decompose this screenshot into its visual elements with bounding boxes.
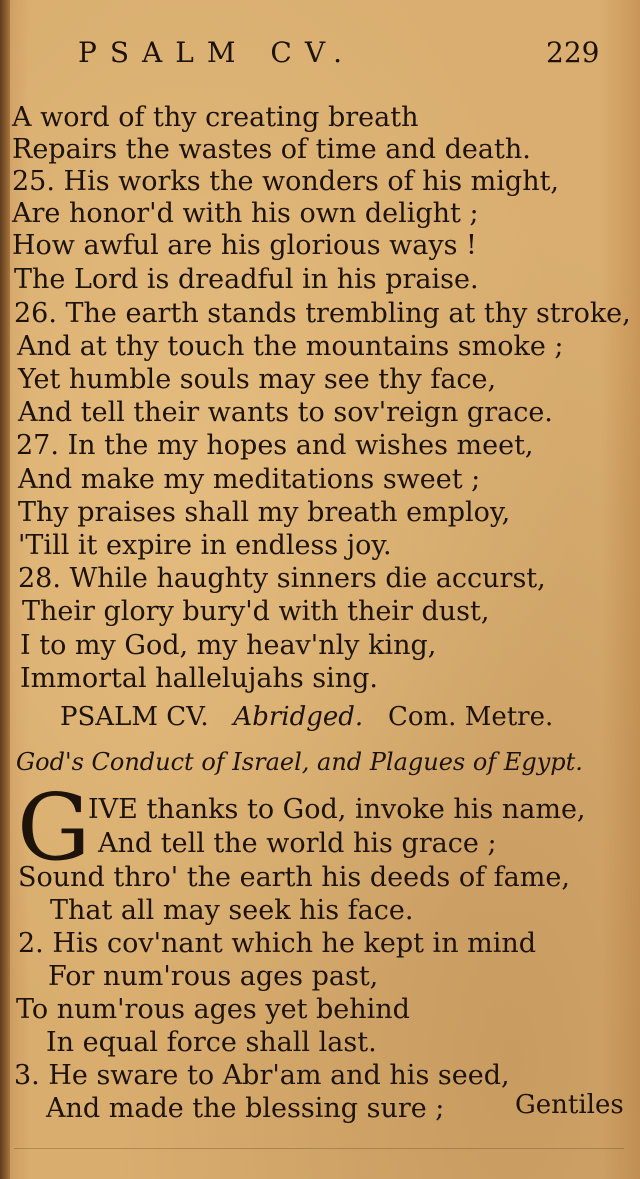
verse-line: 26. The earth stands trembling at thy stroke,	[14, 298, 631, 329]
verse-line: 27. In the my hopes and wishes meet,	[16, 430, 534, 461]
metre-label: Com. Metre.	[387, 702, 554, 732]
verse-line: That all may seek his face.	[50, 895, 414, 926]
verse-line: Their glory bury'd with their dust,	[22, 596, 490, 627]
abridged-label: Abridged.	[233, 702, 364, 732]
verse-line: Yet humble souls may see thy face,	[18, 364, 497, 395]
verse-line: A word of thy creating breath	[12, 102, 419, 133]
verse-line: And tell the world his grace ;	[98, 828, 497, 859]
verse-line: Immortal hallelujahs sing.	[20, 663, 379, 694]
verse-line: In equal force shall last.	[46, 1027, 377, 1058]
verse-line: The Lord is dreadful in his praise.	[14, 264, 479, 295]
verse-line: 28. While haughty sinners die accurst,	[18, 563, 546, 594]
psalm-heading	[60, 702, 553, 732]
verse-line: Repairs the wastes of time and death.	[12, 134, 531, 165]
verse-line: 25. His works the wonders of his might,	[12, 166, 560, 197]
page-number: 229	[546, 36, 600, 69]
verse-line: And at thy touch the mountains smoke ;	[17, 331, 564, 362]
psalm-title: PSALM CV.	[60, 702, 209, 732]
verse-line: To num'rous ages yet behind	[16, 994, 410, 1025]
verse-line: I to my God, my heav'nly king,	[20, 630, 437, 661]
page-edge-rule	[14, 1148, 624, 1149]
verse-line: Sound thro' the earth his deeds of fame,	[18, 862, 570, 893]
drop-cap: G	[17, 774, 91, 881]
psalm-subtitle: God's Conduct of Israel, and Plagues of Egypt.	[16, 748, 583, 776]
verse-line: Thy praises shall my breath employ,	[18, 497, 511, 528]
verse-line: 2. His cov'nant which he kept in mind	[18, 928, 537, 959]
verse-line: IVE thanks to God, invoke his name,	[88, 794, 586, 825]
running-head: PSALM CV.	[78, 36, 356, 69]
verse-line: 'Till it expire in endless joy.	[18, 530, 392, 561]
catchword: Gentiles	[515, 1090, 624, 1120]
verse-line: How awful are his glorious ways !	[12, 230, 477, 261]
verse-line: And made the blessing sure ;	[46, 1093, 445, 1124]
verse-line: And make my meditations sweet ;	[18, 464, 481, 495]
verse-line: 3. He sware to Abr'am and his seed,	[14, 1060, 510, 1091]
verse-line: And tell their wants to sov'reign grace.	[18, 397, 553, 428]
verse-line: Are honor'd with his own delight ;	[12, 198, 479, 229]
verse-line: For num'rous ages past,	[48, 961, 379, 992]
page-gutter	[0, 0, 10, 1179]
